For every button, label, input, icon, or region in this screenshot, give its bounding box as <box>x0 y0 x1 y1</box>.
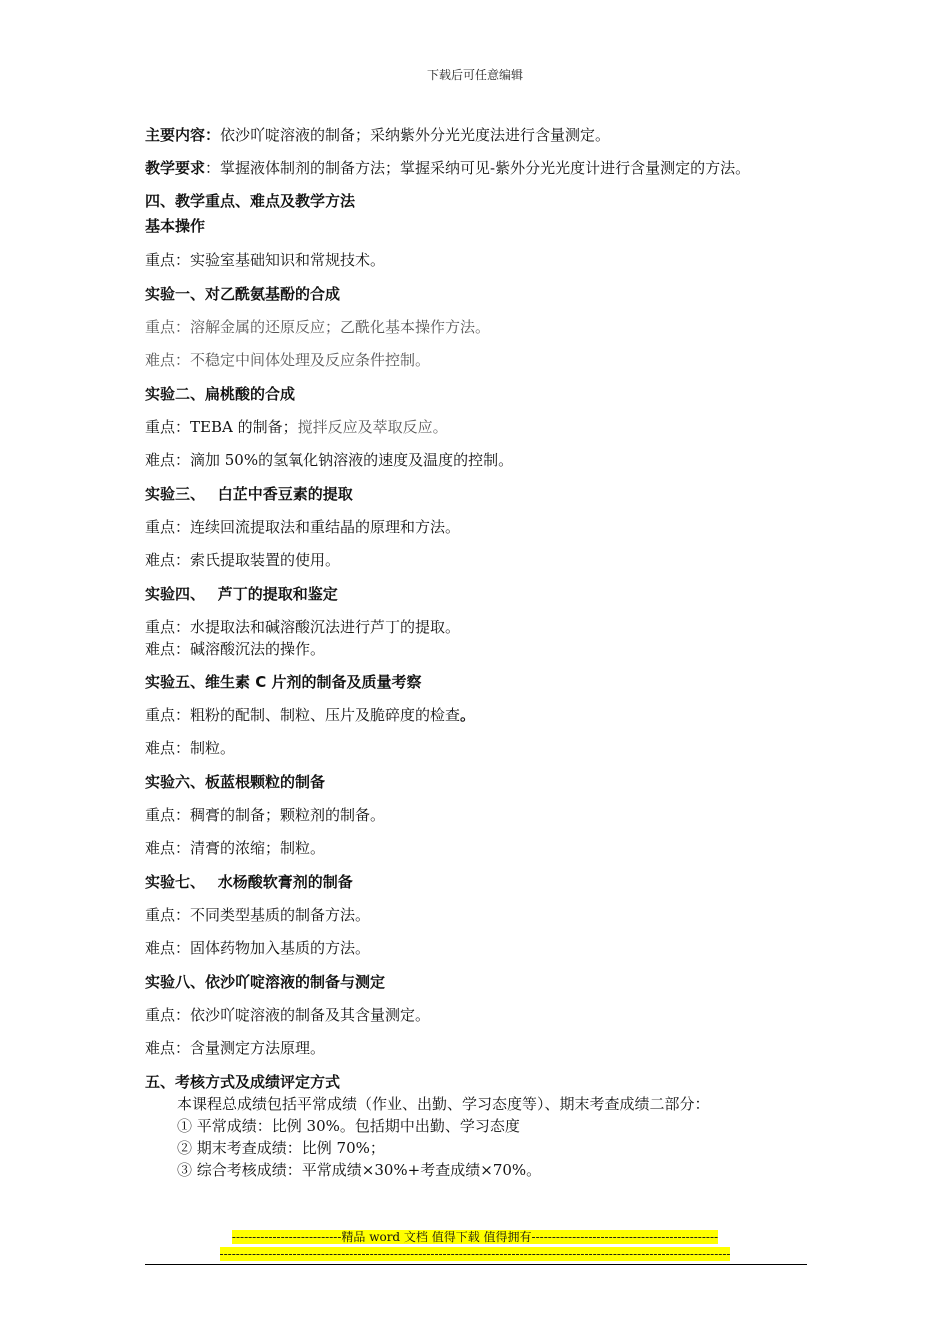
experiment-4-key: 重点：水提取法和碱溶酸沉法进行芦丁的提取。 <box>145 618 461 636</box>
experiment-2-key-b: 搅拌反应及萃取反应。 <box>297 418 448 436</box>
section-5-title: 五、考核方式及成绩评定方式 <box>145 1073 341 1091</box>
experiment-2-key <box>145 416 825 438</box>
experiment-8-title: 实验八、依沙吖啶溶液的制备与测定 <box>145 973 386 991</box>
experiment-5-key-text: 重点：粗粉的配制、制粒、压片及脆碎度的检查 <box>145 706 461 724</box>
experiment-7-title: 实验七、 水杨酸软膏剂的制备 <box>145 873 353 891</box>
experiment-1-difficulty: 难点：不稳定中间体处理及反应条件控制。 <box>145 351 431 369</box>
experiment-1-title: 实验一、对乙酰氨基酚的合成 <box>145 285 341 303</box>
assessment-line-4: ③ 综合考核成绩：平常成绩×30%+考查成绩×70%。 <box>177 1161 542 1179</box>
page-header: 下载后可任意编辑 <box>426 68 523 82</box>
footer-rule <box>145 1264 807 1265</box>
main-content-text: 依沙吖啶溶液的制备；采纳紫外分光光度法进行含量测定。 <box>220 126 611 144</box>
experiment-5-title: 实验五、维生素 C 片剂的制备及质量考察 <box>145 673 422 691</box>
experiment-8-difficulty: 难点：含量测定方法原理。 <box>145 1039 326 1057</box>
experiment-8-key: 重点：依沙吖啶溶液的制备及其含量测定。 <box>145 1006 431 1024</box>
experiment-1-key: 重点：溶解金属的还原反应；乙酰化基本操作方法。 <box>145 318 491 336</box>
document-body <box>145 124 825 1181</box>
main-content-label: 主要内容： <box>145 126 221 144</box>
experiment-6-key: 重点：稠膏的制备；颗粒剂的制备。 <box>145 806 386 824</box>
experiment-3-title: 实验三、 白芷中香豆素的提取 <box>145 485 353 503</box>
assessment-line-1: 本课程总成绩包括平常成绩（作业、出勤、学习态度等）、期末考查成绩二部分： <box>177 1095 710 1113</box>
experiment-3-key: 重点：连续回流提取法和重结晶的原理和方法。 <box>145 518 461 536</box>
experiment-6-title: 实验六、板蓝根颗粒的制备 <box>145 773 326 791</box>
experiment-6-difficulty: 难点：清膏的浓缩；制粒。 <box>145 839 326 857</box>
main-content-line <box>145 124 825 146</box>
teaching-requirement-line <box>145 157 825 179</box>
experiment-7-difficulty: 难点：固体药物加入基质的方法。 <box>145 939 371 957</box>
experiment-5-key-end: 。 <box>460 706 476 724</box>
teaching-requirement-label: 教学要求 <box>145 159 206 177</box>
experiment-2-title: 实验二、扁桃酸的合成 <box>145 385 296 403</box>
assessment-line-3: ② 期末考查成绩：比例 70%； <box>177 1139 385 1157</box>
experiment-2-key-a: 重点：TEBA 的制备； <box>145 418 298 436</box>
footer-banner <box>0 1229 950 1245</box>
experiment-5-key <box>145 704 825 726</box>
experiment-5-difficulty: 难点：制粒。 <box>145 739 236 757</box>
experiment-4-title: 实验四、 芦丁的提取和鉴定 <box>145 585 338 603</box>
section-4-title: 四、教学重点、难点及教学方法 <box>145 192 356 210</box>
footer-banner-text: ---------------------------精品 word 文档 值得下载 值得拥有---------------------------------------------- <box>231 1230 719 1244</box>
basic-operation-key: 重点：实验室基础知识和常规技术。 <box>145 251 386 269</box>
footer-dash-line <box>0 1246 950 1262</box>
experiment-2-difficulty: 难点：滴加 50%的氢氧化钠溶液的速度及温度的控制。 <box>145 451 514 469</box>
teaching-requirement-text: ：掌握液体制剂的制备方法；掌握采纳可见-紫外分光光度计进行含量测定的方法。 <box>205 159 751 177</box>
experiment-3-difficulty: 难点：索氏提取装置的使用。 <box>145 551 341 569</box>
footer-dash-text: ------------------------------------------------------------------------------------------------------------------------------ <box>219 1247 731 1261</box>
basic-operation-title: 基本操作 <box>145 217 206 235</box>
experiment-4-difficulty: 难点：碱溶酸沉法的操作。 <box>145 640 326 658</box>
assessment-line-2: ① 平常成绩：比例 30%。包括期中出勤、学习态度 <box>177 1117 520 1135</box>
experiment-7-key: 重点：不同类型基质的制备方法。 <box>145 906 371 924</box>
